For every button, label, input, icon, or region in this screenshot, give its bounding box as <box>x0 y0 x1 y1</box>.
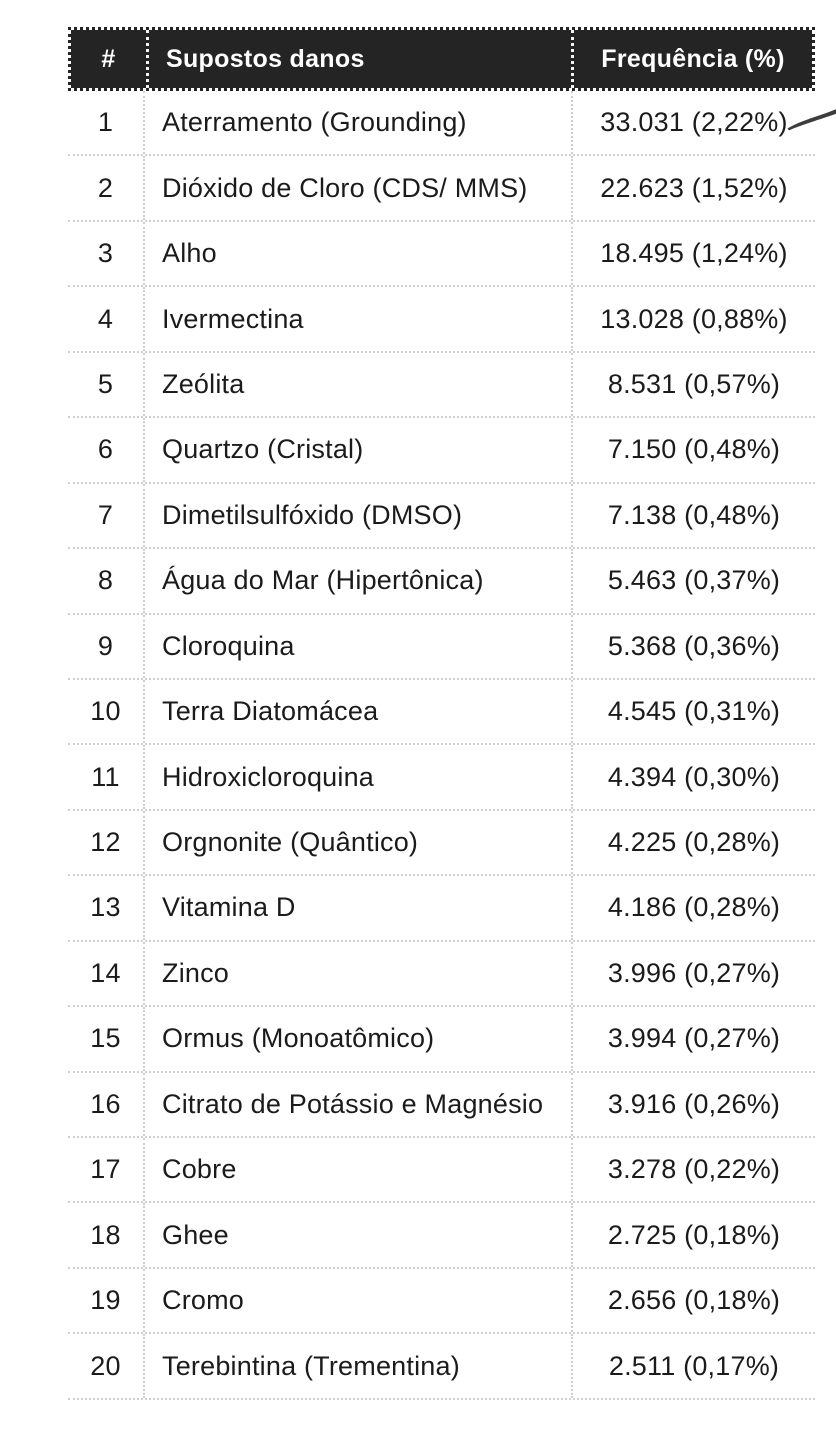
cell-supostos-danos: Vitamina D <box>143 876 571 939</box>
header-frequencia: Frequência (%) <box>571 30 812 88</box>
marker-stroke-icon <box>786 103 836 133</box>
cell-frequencia: 3.916 (0,26%) <box>571 1073 815 1136</box>
table-row <box>68 942 815 1007</box>
table-row <box>68 811 815 876</box>
cell-frequencia: 4.545 (0,31%) <box>571 680 815 743</box>
cell-frequencia: 3.278 (0,22%) <box>571 1138 815 1201</box>
table-row <box>68 1269 815 1334</box>
cell-rank: 13 <box>90 892 121 923</box>
cell-supostos-danos: Quartzo (Cristal) <box>143 418 571 481</box>
cell-rank: 20 <box>90 1350 121 1381</box>
table-row <box>68 1138 815 1203</box>
cell-rank: 12 <box>90 827 121 858</box>
table-row <box>68 680 815 745</box>
table-header <box>68 27 815 91</box>
cell-frequencia: 8.531 (0,57%) <box>571 353 815 416</box>
table-row <box>68 1334 815 1399</box>
cell-rank: 5 <box>97 368 114 399</box>
cell-rank: 14 <box>90 957 121 988</box>
table-row <box>68 484 815 549</box>
table-body <box>68 91 815 1400</box>
cell-frequencia: 4.394 (0,30%) <box>571 745 815 808</box>
cell-rank: 2 <box>97 172 114 203</box>
cell-frequencia: 7.150 (0,48%) <box>571 418 815 481</box>
cell-frequencia: 13.028 (0,88%) <box>571 287 815 350</box>
table-row <box>68 156 815 221</box>
cell-frequencia: 33.031 (2,22%) <box>571 91 815 154</box>
table-row <box>68 615 815 680</box>
table-row <box>68 1073 815 1138</box>
cell-frequencia: 4.186 (0,28%) <box>571 876 815 939</box>
cell-rank: 18 <box>90 1219 121 1250</box>
cell-supostos-danos: Orgnonite (Quântico) <box>143 811 571 874</box>
cell-rank: 10 <box>90 696 121 727</box>
cell-frequencia: 4.225 (0,28%) <box>571 811 815 874</box>
cell-supostos-danos: Dimetilsulfóxido (DMSO) <box>143 484 571 547</box>
table-row <box>68 91 815 156</box>
cell-rank: 11 <box>91 761 120 792</box>
cell-rank: 3 <box>97 238 114 269</box>
cell-frequencia: 3.996 (0,27%) <box>571 942 815 1005</box>
cell-frequencia: 18.495 (1,24%) <box>571 222 815 285</box>
cell-supostos-danos: Citrato de Potássio e Magnésio <box>143 1073 571 1136</box>
frequency-table <box>68 27 815 1400</box>
cell-supostos-danos: Ormus (Monoatômico) <box>143 1007 571 1070</box>
table-row <box>68 353 815 418</box>
table-row <box>68 287 815 352</box>
cell-frequencia: 2.656 (0,18%) <box>571 1269 815 1332</box>
cell-supostos-danos: Zinco <box>143 942 571 1005</box>
header-supostos-danos: Supostos danos <box>146 30 571 88</box>
cell-supostos-danos: Dióxido de Cloro (CDS/ MMS) <box>143 156 571 219</box>
table-row <box>68 418 815 483</box>
cell-frequencia: 3.994 (0,27%) <box>571 1007 815 1070</box>
cell-supostos-danos: Água do Mar (Hipertônica) <box>143 549 571 612</box>
cell-rank: 19 <box>90 1285 121 1316</box>
cell-supostos-danos: Zeólita <box>143 353 571 416</box>
cell-frequencia: 5.463 (0,37%) <box>571 549 815 612</box>
cell-rank: 7 <box>97 499 114 530</box>
cell-rank: 15 <box>90 1023 121 1054</box>
table-row <box>68 1203 815 1268</box>
cell-frequencia: 2.511 (0,17%) <box>571 1334 815 1397</box>
cell-frequencia: 5.368 (0,36%) <box>571 615 815 678</box>
cell-rank: 4 <box>97 303 114 334</box>
cell-rank: 16 <box>90 1088 121 1119</box>
cell-rank: 17 <box>90 1154 121 1185</box>
table-row <box>68 222 815 287</box>
cell-frequencia: 2.725 (0,18%) <box>571 1203 815 1266</box>
table-row <box>68 1007 815 1072</box>
table-row <box>68 745 815 810</box>
table-row <box>68 876 815 941</box>
table-row <box>68 549 815 614</box>
cell-supostos-danos: Hidroxicloroquina <box>143 745 571 808</box>
marker-stroke-path <box>788 109 836 130</box>
cell-rank: 8 <box>97 565 114 596</box>
cell-supostos-danos: Aterramento (Grounding) <box>143 91 571 154</box>
header-rank: # <box>101 44 116 73</box>
cell-frequencia: 7.138 (0,48%) <box>571 484 815 547</box>
cell-supostos-danos: Cromo <box>143 1269 571 1332</box>
cell-rank: 1 <box>97 107 114 138</box>
cell-supostos-danos: Cloroquina <box>143 615 571 678</box>
cell-supostos-danos: Alho <box>143 222 571 285</box>
cell-supostos-danos: Ghee <box>143 1203 571 1266</box>
cell-supostos-danos: Cobre <box>143 1138 571 1201</box>
cell-supostos-danos: Terebintina (Trementina) <box>143 1334 571 1397</box>
cell-supostos-danos: Ivermectina <box>143 287 571 350</box>
cell-supostos-danos: Terra Diatomácea <box>143 680 571 743</box>
cell-rank: 6 <box>97 434 114 465</box>
cell-frequencia: 22.623 (1,52%) <box>571 156 815 219</box>
cell-rank: 9 <box>97 630 114 661</box>
